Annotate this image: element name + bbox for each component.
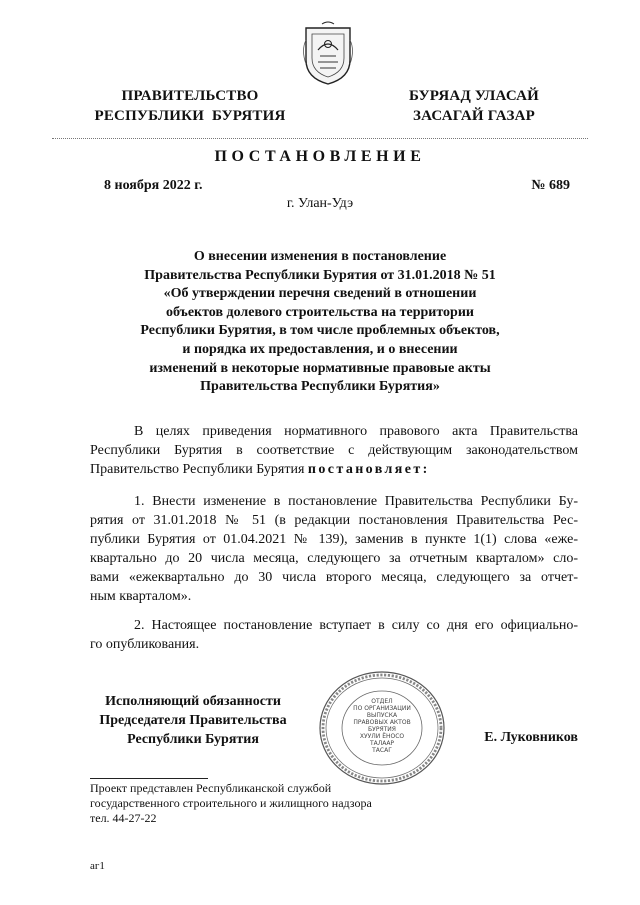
title-line: и порядка их предоставления, и о внесении bbox=[182, 341, 458, 357]
header-right-line2: ЗАСАГАЙ ГАЗАР bbox=[413, 108, 535, 124]
paragraph-line: го опубликования. bbox=[90, 637, 200, 652]
footnote-line: Проект представлен Республиканской службой bbox=[90, 781, 332, 795]
seal-text: ОТДЕЛ bbox=[371, 698, 393, 705]
paragraph-line: рятия от 31.01.2018 № 51 (в редакции постановления Правительства Рес- bbox=[90, 513, 578, 528]
coat-of-arms-emblem bbox=[300, 20, 356, 86]
resolves-word: постановляет: bbox=[307, 462, 430, 477]
header-org-russian bbox=[72, 86, 308, 126]
seal-text: БУРЯТИЯ bbox=[368, 726, 396, 733]
seal-text: ТАЛААР bbox=[369, 740, 395, 747]
position-line: Республики Бурятия bbox=[127, 732, 259, 747]
paragraph-line: Республики Бурятия в соответствие с действующим законодательством bbox=[90, 443, 578, 458]
paragraph-line: В целях приведения нормативного правового акта Правительства bbox=[134, 424, 578, 439]
preamble-paragraph bbox=[90, 422, 578, 479]
signatory-name: Е. Луковников bbox=[484, 730, 578, 745]
seal-text: ТАСАГ bbox=[372, 747, 392, 754]
draft-footnote bbox=[90, 781, 372, 826]
title-line: «Об утверждении перечня сведений в отношении bbox=[163, 286, 477, 302]
document-date: 8 ноября 2022 г. bbox=[104, 178, 203, 193]
footnote-line: тел. 44-27-22 bbox=[90, 811, 157, 825]
header-left-line2: РЕСПУБЛИКИ БУРЯТИЯ bbox=[94, 108, 286, 124]
header-right-line1: БУРЯАД УЛАСАЙ bbox=[408, 88, 540, 104]
footnote-rule bbox=[90, 778, 208, 779]
paragraph-line: 1. Внести изменение в постановление Правительства Республики Бу- bbox=[134, 494, 578, 509]
title-line: Правительства Республики Бурятия от 31.01.2018 № 51 bbox=[144, 267, 496, 283]
signatory-position bbox=[88, 692, 298, 749]
paragraph-line bbox=[90, 460, 578, 479]
title-line: Республики Бурятия, в том числе проблемных объектов, bbox=[140, 323, 500, 339]
official-seal-stamp bbox=[316, 668, 448, 788]
title-line: изменений в некоторые нормативные правовые акты bbox=[149, 360, 491, 376]
header-separator bbox=[52, 138, 588, 139]
position-line: Исполняющий обязанности bbox=[105, 694, 281, 709]
paragraph-line: 2. Настоящее постановление вступает в силу со дня его официально- bbox=[134, 618, 578, 633]
document-type: ПОСТАНОВЛЕНИЕ bbox=[214, 148, 426, 165]
seal-text: ПО ОРГАНИЗАЦИИ bbox=[353, 705, 411, 712]
footnote-line: государственного строительного и жилищного надзора bbox=[90, 796, 372, 810]
title-line: объектов долевого строительства на территории bbox=[166, 304, 474, 320]
seal-text: ПРАВОВЫХ АКТОВ bbox=[353, 719, 411, 726]
paragraph-line: публики Бурятия от 01.04.2021 № 139), заменив в пункте 1(1) слова «еже- bbox=[90, 532, 578, 547]
clause-1-paragraph bbox=[90, 492, 578, 606]
title-line: Правительства Республики Бурятия» bbox=[200, 379, 440, 395]
document-code: аг1 bbox=[90, 860, 105, 872]
position-line: Председателя Правительства bbox=[99, 713, 287, 728]
paragraph-line: квартально до 20 числа месяца, следующего за отчетным кварталом» сло- bbox=[90, 551, 578, 566]
seal-text: ХУУЛИ ЁНОСО bbox=[359, 733, 405, 740]
clause-2-paragraph bbox=[90, 616, 578, 654]
header-left-line1: ПРАВИТЕЛЬСТВО bbox=[121, 88, 259, 104]
header-org-buryat bbox=[390, 86, 558, 126]
paragraph-line: вами «ежеквартально до 30 числа второго месяца, следующего за отчет- bbox=[90, 570, 578, 585]
preamble-text: Правительство Республики Бурятия bbox=[90, 462, 308, 477]
document-number: № 689 bbox=[531, 178, 570, 193]
seal-text: ВЫПУСКА bbox=[366, 712, 398, 719]
document-city: г. Улан-Удэ bbox=[286, 196, 354, 211]
title-line: О внесении изменения в постановление bbox=[193, 249, 447, 264]
paragraph-line: ным кварталом». bbox=[90, 589, 192, 604]
document-title bbox=[100, 248, 540, 397]
